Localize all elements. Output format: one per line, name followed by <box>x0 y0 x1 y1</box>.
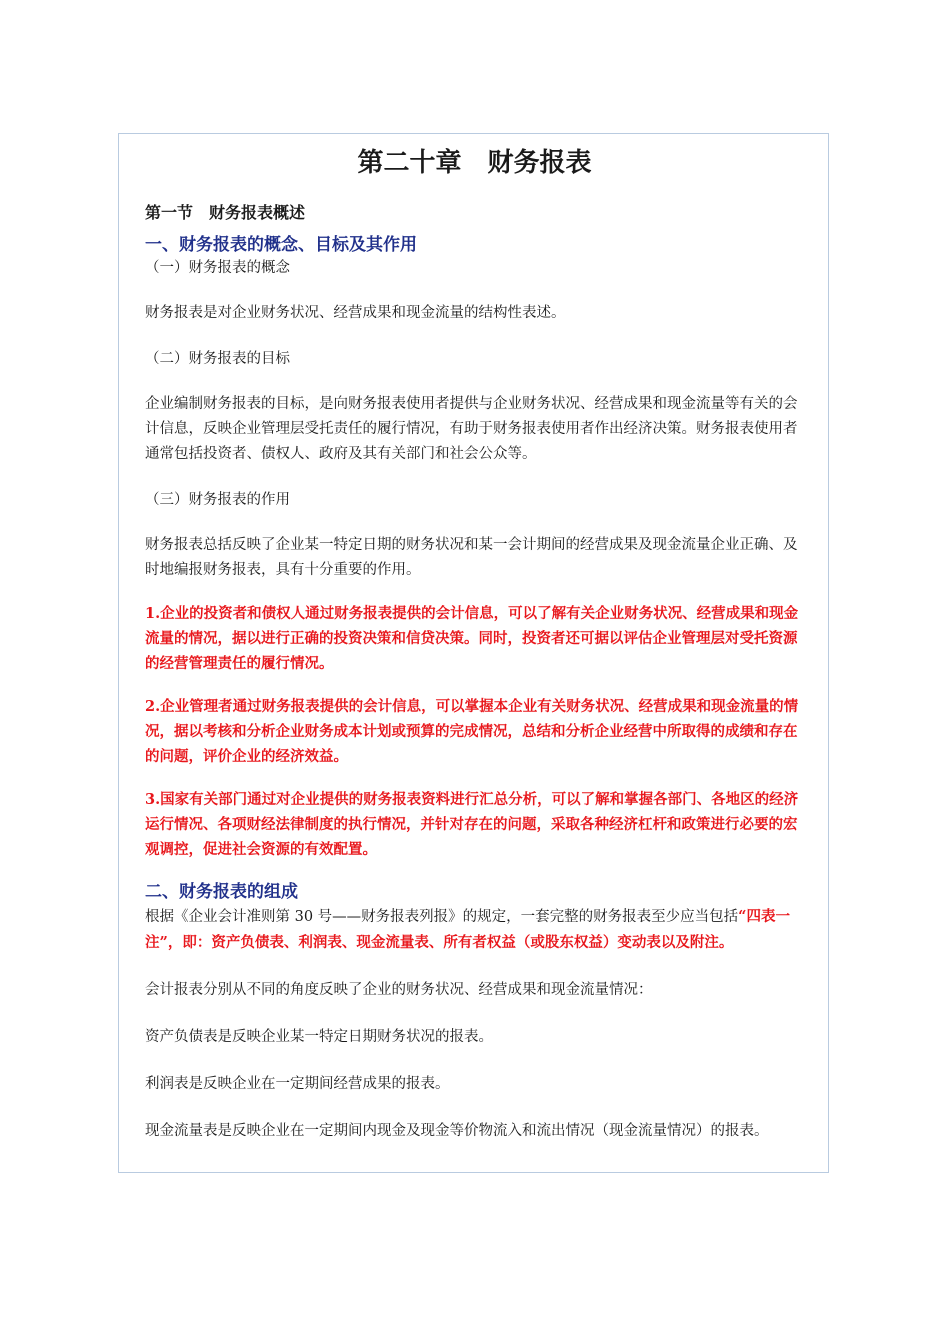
part1-item-1: 1.企业的投资者和债权人通过财务报表提供的会计信息，可以了解有关企业财务状况、经营成果和现金流量的情况，据以进行正确的投资决策和信贷决策。同时，投资者还可据以评估企业管理层对受托资源的经营管理责任的履行情况。 <box>145 605 799 672</box>
chapter-title: 第二十章 财务报表 <box>357 148 592 178</box>
part2-paragraph-1-highlight: “四表一注”，即：资产负债表、利润表、现金流量表、所有者权益（或股东权益）变动表以及附注。 <box>145 908 791 951</box>
document-content <box>119 146 828 1144</box>
part2-paragraph-4: 利润表是反映企业在一定期间经营成果的报表。 <box>145 1076 450 1092</box>
part2-paragraph-3: 资产负债表是反映企业某一特定日期财务状况的报表。 <box>145 1029 493 1045</box>
part1-sub2: （二）财务报表的目标 <box>145 351 290 367</box>
part2-paragraph-2: 会计报表分别从不同的角度反映了企业的财务状况、经营成果和现金流量情况： <box>145 982 653 998</box>
part1-sub3: （三）财务报表的作用 <box>145 492 290 508</box>
part1-item-2: 2.企业管理者通过财务报表提供的会计信息，可以掌握本企业有关财务状况、经营成果和现金流量的情况，据以考核和分析企业财务成本计划或预算的完成情况，总结和分析企业经营中所取得的成绩和存在的问题，评价企业的经济效益。 <box>145 698 799 765</box>
part1-paragraph-2: 企业编制财务报表的目标，是向财务报表使用者提供与企业财务状况、经营成果和现金流量等有关的会计信息，反映企业管理层受托责任的履行情况，有助于财务报表使用者作出经济决策。财务报表使用者通常包括投资者、债权人、政府及其有关部门和社会公众等。 <box>145 396 798 462</box>
part1-item-3: 3.国家有关部门通过对企业提供的财务报表资料进行汇总分析，可以了解和掌握各部门、各地区的经济运行情况、各项财经法律制度的执行情况，并针对存在的问题，采取各种经济杠杆和政策进行必要的宏观调控，促进社会资源的有效配置。 <box>145 791 799 858</box>
part1-paragraph-1: 财务报表是对企业财务状况、经营成果和现金流量的结构性表述。 <box>145 305 566 321</box>
part2-paragraph-1-normal: 根据《企业会计准则第 30 号——财务报表列报》的规定，一套完整的财务报表至少应当包括 <box>145 909 739 925</box>
part2-heading: 二、财务报表的组成 <box>145 882 298 902</box>
part1-heading: 一、财务报表的概念、目标及其作用 <box>145 235 417 255</box>
part2-paragraph-1 <box>145 904 804 956</box>
part1-sub1: （一）财务报表的概念 <box>145 260 290 276</box>
part1-paragraph-3: 财务报表总括反映了企业某一特定日期的财务状况和某一会计期间的经营成果及现金流量企业正确、及时地编报财务报表，具有十分重要的作用。 <box>145 537 798 578</box>
part2-paragraph-5: 现金流量表是反映企业在一定期间内现金及现金等价物流入和流出情况（现金流量情况）的报表。 <box>145 1123 769 1139</box>
document-frame <box>118 133 829 1173</box>
section-title: 第一节 财务报表概述 <box>145 203 306 222</box>
